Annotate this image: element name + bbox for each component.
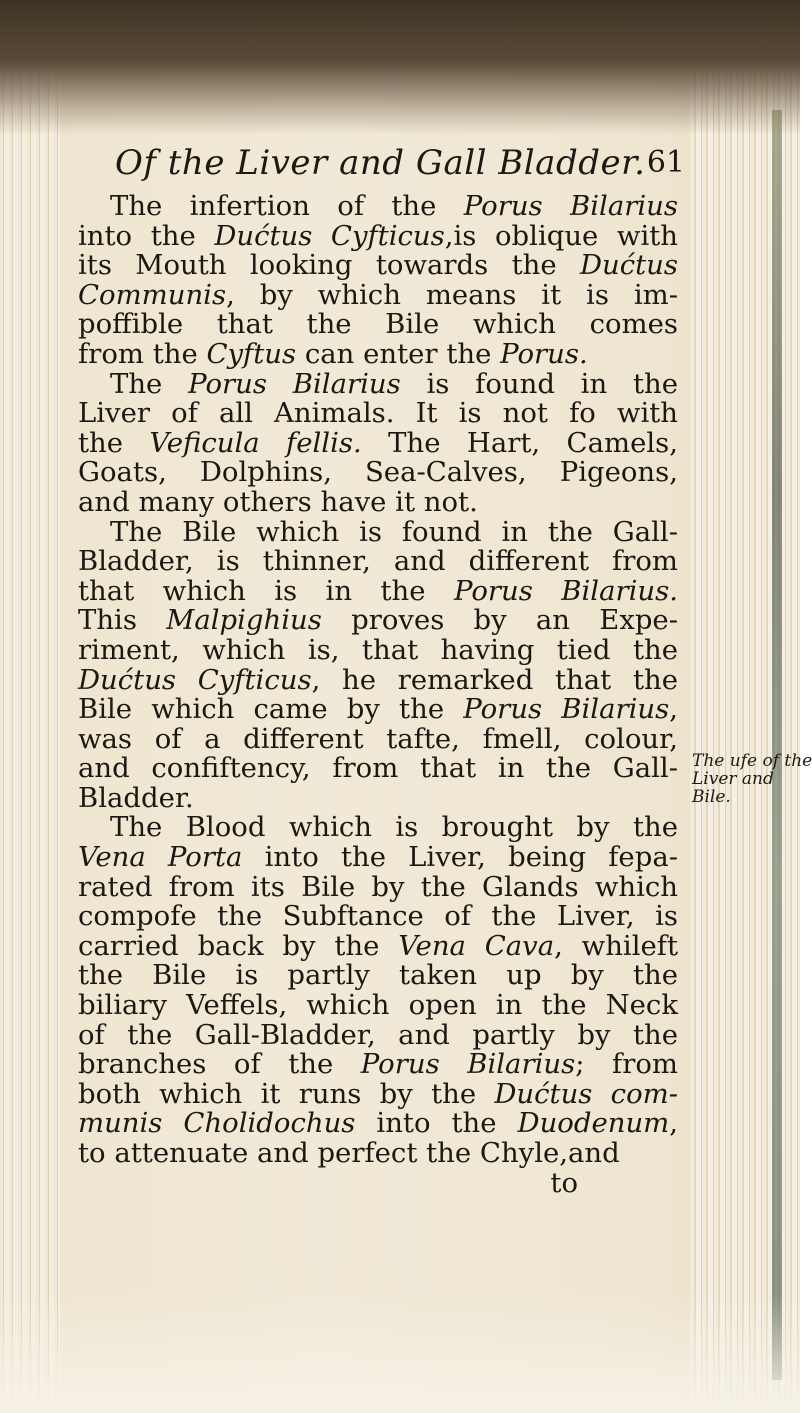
- text-line: [78, 547, 678, 577]
- text-run: The Blood which is brought by the: [110, 811, 678, 844]
- text-line: [78, 310, 678, 340]
- text-run: the: [78, 426, 150, 459]
- text-line: [78, 606, 678, 636]
- italic-text: Vena Cava: [398, 929, 555, 962]
- text-run: into the Liver, being fepa-: [242, 841, 679, 874]
- catchword: to: [550, 1166, 578, 1199]
- page-number: 61: [646, 145, 685, 180]
- italic-text: Dućtus com-: [494, 1077, 679, 1110]
- text-run: the Bile is partly taken up by the: [78, 959, 678, 992]
- text-run: its Mouth looking towards the: [78, 249, 580, 282]
- text-line: [78, 1077, 679, 1110]
- page-header: [115, 143, 685, 191]
- italic-text: Dućtus: [579, 249, 678, 282]
- text-run: both which it runs by the: [78, 1077, 495, 1110]
- fore-edge-shadow: [772, 110, 782, 1380]
- text-line: [78, 574, 678, 607]
- italic-text: Duodenum: [517, 1107, 670, 1140]
- text-run: Goats, Dolphins, Sea-Calves, Pigeons,: [78, 456, 678, 489]
- text-line: [78, 399, 678, 429]
- text-run: and many others have it not.: [78, 485, 478, 518]
- text-run: branches of the: [78, 1048, 361, 1081]
- text-run: proves by an Expe-: [321, 604, 678, 637]
- text-line: [78, 695, 678, 725]
- text-line: [78, 722, 678, 755]
- top-shadow: [0, 0, 800, 135]
- text-run: was of a different tafte, fmell, colour,: [78, 722, 678, 755]
- text-run: Bladder.: [78, 781, 194, 814]
- text-line: [78, 337, 678, 370]
- italic-text: Dućtus Cyfticus: [78, 663, 312, 696]
- text-run: riment, which is, that having tied the: [78, 633, 678, 666]
- italic-text: Veficula fellis.: [149, 426, 362, 459]
- text-line: [78, 663, 678, 696]
- text-run: The infertion of the: [110, 190, 464, 222]
- text-run: to attenuate and perfect the Chyle,and: [78, 1137, 620, 1169]
- text-run: ,is oblique with: [444, 219, 679, 252]
- text-run: biliary Veffels, which open in the Neck: [78, 989, 678, 1022]
- italic-text: Porus Bilarius: [463, 693, 670, 726]
- text-run: The Bile which is found in the Gall-: [110, 515, 678, 548]
- text-run: compofe the Subftance of the Liver, is: [78, 900, 678, 933]
- text-run: that which is in the: [78, 574, 454, 607]
- facing-page-edge: [0, 0, 60, 1413]
- text-line: [78, 813, 678, 843]
- margin-note-line: Liver and: [692, 769, 774, 789]
- text-run: , whileft: [554, 929, 678, 962]
- text-line: [78, 278, 678, 311]
- running-title: Of the Liver and Gall Bladder.: [115, 143, 646, 183]
- body-text: [78, 192, 678, 1198]
- italic-text: Dućtus Cyfticus: [214, 219, 445, 252]
- text-run: ,: [669, 1107, 678, 1140]
- italic-text: Porus Bilarius: [463, 190, 678, 222]
- text-run: rated from its Bile by the Glands which: [78, 870, 678, 903]
- text-line: [78, 843, 678, 873]
- text-run: ; from: [575, 1048, 678, 1081]
- italic-text: Malpighius: [166, 604, 322, 637]
- margin-note-line: The ufe of the: [692, 751, 812, 771]
- text-line: [78, 781, 678, 814]
- italic-text: munis Cholidochus: [78, 1107, 356, 1140]
- text-line: [78, 485, 678, 518]
- text-run: can enter the: [296, 337, 501, 370]
- margin-note: [692, 751, 812, 807]
- text-line: [78, 902, 678, 932]
- text-run: The: [110, 367, 189, 400]
- text-line: [78, 367, 678, 400]
- italic-text: Cyftus: [206, 337, 297, 370]
- text-run: of the Gall-Bladder, and partly by the: [78, 1018, 678, 1051]
- text-run: poffible that the Bile which comes: [78, 308, 678, 341]
- text-run: , he remarked that the: [311, 663, 678, 696]
- text-run: The Hart, Camels,: [361, 426, 678, 459]
- text-run: Bile which came by the: [78, 693, 464, 726]
- text-run: from the: [78, 337, 207, 370]
- margin-note-line: Bile.: [692, 787, 731, 807]
- text-line: [78, 754, 678, 784]
- text-line: [78, 1109, 678, 1139]
- text-run: into the: [78, 219, 215, 252]
- text-run: , by which means it is im-: [226, 278, 678, 311]
- bottom-margin: [0, 1293, 800, 1413]
- text-run: Bladder, is thinner, and different from: [78, 545, 678, 578]
- italic-text: Vena Porta: [78, 841, 243, 874]
- italic-text: Porus Bilarius: [188, 367, 401, 400]
- text-line: [78, 1139, 678, 1169]
- text-line: [78, 870, 678, 903]
- text-run: Liver of all Animals. It is not fo with: [78, 397, 678, 430]
- text-line: [78, 633, 678, 666]
- text-run: ,: [669, 693, 678, 726]
- italic-text: Communis: [78, 278, 227, 311]
- italic-text: Porus Bilarius: [360, 1048, 576, 1081]
- text-line: [78, 251, 678, 281]
- italic-text: Porus.: [500, 337, 588, 370]
- text-line: [78, 515, 678, 548]
- text-line: [78, 991, 678, 1021]
- text-line: [78, 192, 678, 222]
- text-line: [78, 1050, 678, 1080]
- text-run: carried back by the: [78, 929, 399, 962]
- book-fore-edge: [690, 0, 812, 1413]
- text-line: [78, 426, 678, 459]
- text-run: This: [78, 604, 167, 637]
- italic-text: Porus Bilarius.: [453, 574, 678, 607]
- text-run: and confiftency, from that in the Gall-: [78, 752, 678, 785]
- text-line: [78, 458, 678, 488]
- text-run: is found in the: [400, 367, 678, 400]
- text-run: into the: [355, 1107, 518, 1140]
- text-line: [78, 961, 678, 991]
- text-line: [78, 929, 678, 962]
- text-line: [78, 1018, 678, 1051]
- text-line: [78, 219, 679, 252]
